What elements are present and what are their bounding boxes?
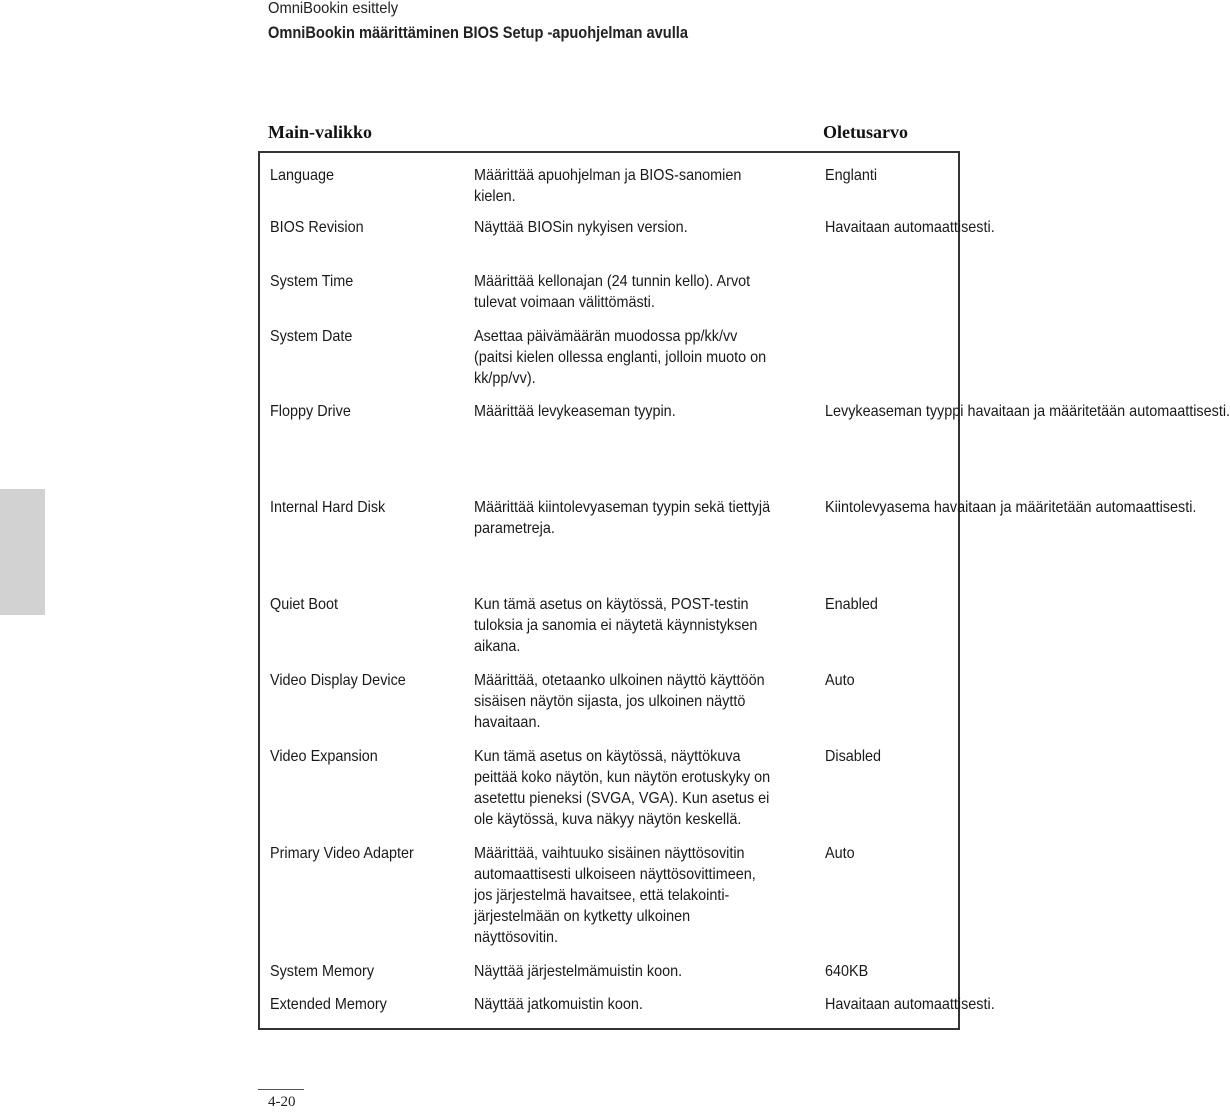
table-row (259, 951, 959, 984)
column-header-default: Oletusarvo (823, 122, 908, 142)
setting-description: Määrittää kellonajan (24 tunnin kello). Arvot tulevat voimaan välittömästi. (474, 273, 751, 311)
default-value: Havaitaan automaattisesti. (825, 219, 995, 236)
bios-main-menu-table (258, 151, 1230, 1030)
page-title: OmniBookin määrittäminen BIOS Setup -apuohjelman avulla (268, 23, 689, 42)
setting-description-cell (474, 207, 825, 261)
setting-name-cell (259, 984, 474, 1029)
setting-description-cell (474, 736, 825, 833)
setting-name-cell (259, 487, 474, 584)
table-row (259, 487, 959, 584)
default-value-cell (825, 152, 959, 207)
table-row (259, 316, 959, 391)
setting-name: Floppy Drive (270, 403, 351, 420)
default-value-cell (825, 391, 1230, 487)
setting-description: Määrittää, otetaanko ulkoinen näyttö käyttöön sisäisen näytön sijasta, jos ulkoinen näyttö havaitaan. (474, 672, 765, 731)
default-value-cell (825, 833, 959, 951)
default-value: Disabled (825, 748, 882, 765)
table-row (259, 736, 959, 833)
table-row (259, 261, 959, 316)
setting-name-cell (259, 833, 474, 951)
setting-name-cell (259, 261, 474, 316)
default-value-cell (825, 207, 995, 261)
setting-description-cell (474, 660, 825, 736)
default-value: 640KB (825, 963, 869, 980)
default-value: Auto (825, 845, 855, 862)
default-value: Auto (825, 672, 855, 689)
table-row (259, 391, 959, 487)
default-value: Kiintolevyasema havaitaan ja määritetään automaattisesti. (825, 499, 1197, 516)
setting-description-cell (474, 487, 825, 584)
setting-description-cell (474, 261, 825, 316)
default-value-cell (825, 584, 959, 660)
table-row (259, 584, 959, 660)
setting-name-cell (259, 152, 474, 207)
default-value-cell (825, 984, 995, 1029)
table-row (259, 984, 959, 1029)
setting-description: Määrittää kiintolevyaseman tyypin sekä tiettyjä parametreja. (474, 499, 771, 537)
footer-divider (258, 1089, 304, 1090)
setting-name: Language (270, 167, 335, 184)
table-row (259, 207, 959, 261)
setting-name-cell (259, 316, 474, 391)
default-value: Enabled (825, 596, 878, 613)
setting-name: Video Expansion (270, 748, 378, 765)
setting-description-cell (474, 984, 825, 1029)
section-header: OmniBookin esittely (268, 0, 399, 17)
setting-name-cell (259, 736, 474, 833)
default-value-cell (825, 487, 1197, 584)
setting-description-cell (474, 391, 825, 487)
setting-name: System Date (270, 328, 353, 345)
setting-name: System Time (270, 273, 354, 290)
setting-name-cell (259, 951, 474, 984)
setting-description: Asettaa päivämäärän muodossa pp/kk/vv (paitsi kielen ollessa englanti, jolloin muoto on kk/pp/vv). (474, 328, 767, 387)
default-value-cell (825, 316, 959, 391)
setting-name: Quiet Boot (270, 596, 339, 613)
setting-name: Primary Video Adapter (270, 845, 414, 862)
setting-name: System Memory (270, 963, 375, 980)
chapter-tab-marker (0, 489, 45, 615)
default-value: Englanti (825, 167, 878, 184)
table-row (259, 660, 959, 736)
default-value: Havaitaan automaattisesti. (825, 996, 995, 1013)
setting-description: Kun tämä asetus on käytössä, näyttökuva peittää koko näytön, kun näytön erotuskyky on asetettu pieneksi (SVGA, VGA). Kun asetus ei ole käytössä, kuva näkyy näytön keskellä. (474, 748, 771, 828)
setting-name-cell (259, 660, 474, 736)
setting-name: Video Display Device (270, 672, 406, 689)
page-number: 4-20 (268, 1094, 296, 1110)
column-header-main: Main-valikko (268, 122, 373, 142)
default-value-cell (825, 261, 959, 316)
setting-name: Extended Memory (270, 996, 387, 1013)
setting-description: Näyttää jatkomuistin koon. (474, 996, 643, 1013)
setting-description: Kun tämä asetus on käytössä, POST-testin tuloksia ja sanomia ei näytetä käynnistyksen aikana. (474, 596, 758, 655)
setting-description: Näyttää BIOSin nykyisen version. (474, 219, 688, 236)
setting-name-cell (259, 584, 474, 660)
setting-description-cell (474, 584, 825, 660)
default-value: Levykeaseman tyyppi havaitaan ja määritetään automaattisesti. (825, 403, 1230, 420)
setting-description: Näyttää järjestelmämuistin koon. (474, 963, 683, 980)
setting-name: BIOS Revision (270, 219, 364, 236)
setting-name-cell (259, 207, 474, 261)
setting-description-cell (474, 951, 825, 984)
default-value-cell (825, 660, 959, 736)
table-row (259, 833, 959, 951)
setting-description: Määrittää levykeaseman tyypin. (474, 403, 676, 420)
setting-description: Määrittää, vaihtuuko sisäinen näyttösovitin automaattisesti ulkoiseen näyttösovittimeen, jos järjestelmä havaitsee, että telakointi- järjestelmään on kytketty ulkoinen näyttösovitin. (474, 845, 756, 946)
setting-name: Internal Hard Disk (270, 499, 386, 516)
default-value-cell (825, 736, 959, 833)
table-row (259, 152, 959, 207)
setting-description-cell (474, 152, 825, 207)
setting-name-cell (259, 391, 474, 487)
default-value-cell (825, 951, 959, 984)
setting-description-cell (474, 316, 825, 391)
setting-description: Määrittää apuohjelman ja BIOS-sanomien kielen. (474, 167, 742, 205)
setting-description-cell (474, 833, 825, 951)
